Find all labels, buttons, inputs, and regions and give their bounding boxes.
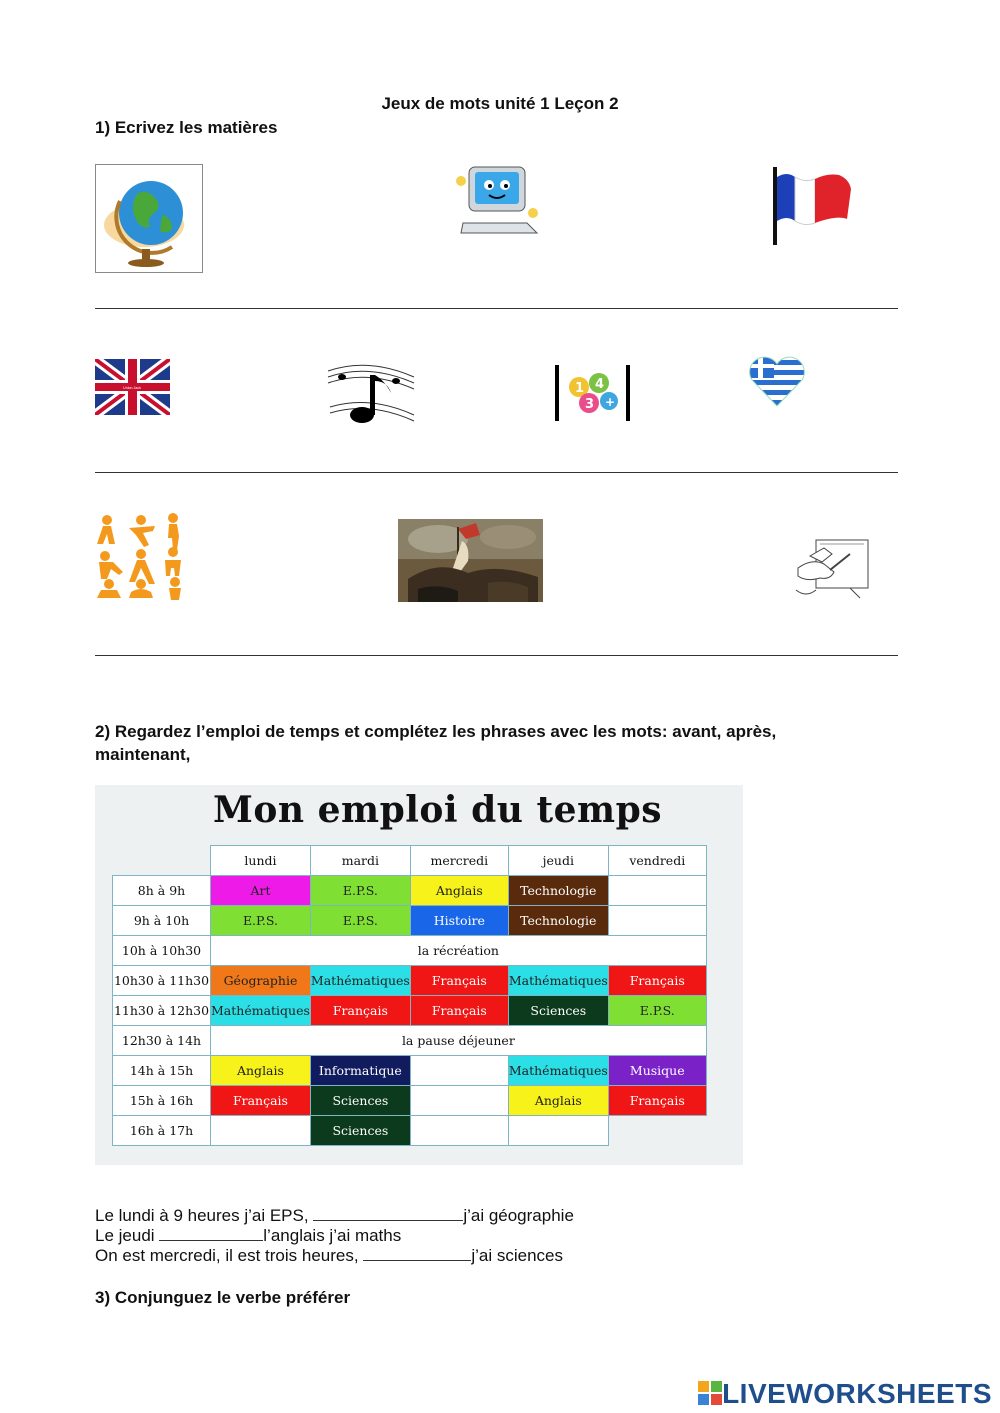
liveworksheets-brand[interactable]: LIVEWORKSHEETS	[722, 1378, 992, 1409]
time-slot: 10h30 à 11h30	[113, 966, 211, 996]
sentence-1-start: Le lundi à 9 heures j’ai EPS,	[95, 1206, 314, 1225]
subject-cell: Mathématiques	[211, 996, 311, 1026]
time-slot: 8h à 9h	[113, 876, 211, 906]
timetable-row	[113, 1116, 707, 1146]
timetable-row	[113, 1056, 707, 1086]
break-cell: la pause déjeuner	[211, 1026, 707, 1056]
subject-cell: Anglais	[211, 1056, 311, 1086]
svg-text:+: +	[605, 395, 616, 409]
sentence-3-start: On est mercredi, il est trois heures,	[95, 1246, 364, 1265]
history-painting-icon	[398, 519, 543, 602]
sentence-2-blank[interactable]	[159, 1226, 263, 1241]
subject-cell: Sciences	[310, 1086, 410, 1116]
subject-cell: Anglais	[508, 1086, 608, 1116]
subject-cell: Français	[410, 996, 508, 1026]
worksheet-title: Jeux de mots unité 1 Leçon 2	[381, 94, 619, 113]
uk-flag-caption: Union Jack	[123, 386, 141, 390]
timetable-row	[113, 966, 707, 996]
french-flag-icon	[767, 163, 857, 247]
subject-cell: Histoire	[410, 906, 508, 936]
timetable	[112, 845, 707, 1146]
subject-cell: Musique	[608, 1056, 706, 1086]
subject-cell	[608, 876, 706, 906]
timetable-row	[113, 1026, 707, 1056]
subject-cell: Informatique	[310, 1056, 410, 1086]
answer-line-3[interactable]	[95, 655, 898, 656]
subject-cell: Français	[310, 996, 410, 1026]
subject-cell: Art	[211, 876, 311, 906]
break-cell: la récréation	[211, 936, 707, 966]
timetable-corner	[113, 846, 211, 876]
timetable-row	[113, 906, 707, 936]
sentence-2	[95, 1226, 574, 1246]
subject-cell: Géographie	[211, 966, 311, 996]
globe-icon	[95, 164, 203, 273]
section3-heading: 3) Conjunguez le verbe préférer	[95, 1288, 351, 1307]
subject-cell: E.P.S.	[310, 876, 410, 906]
time-slot: 10h à 10h30	[113, 936, 211, 966]
answer-line-1[interactable]	[95, 308, 898, 309]
timetable-row	[113, 996, 707, 1026]
empty-cell	[608, 1116, 706, 1146]
sentence-3-blank[interactable]	[363, 1246, 471, 1261]
subject-cell: Technologie	[508, 906, 608, 936]
subject-cell	[410, 1086, 508, 1116]
subject-cell: Mathématiques	[508, 1056, 608, 1086]
section1-heading: 1) Ecrivez les matières	[95, 118, 278, 137]
svg-text:4: 4	[595, 377, 605, 392]
subject-cell	[608, 906, 706, 936]
fill-in-sentences	[95, 1206, 574, 1266]
subject-cell: Mathématiques	[310, 966, 410, 996]
subject-cell: Sciences	[508, 996, 608, 1026]
time-slot: 11h30 à 12h30	[113, 996, 211, 1026]
time-slot: 15h à 16h	[113, 1086, 211, 1116]
subject-cell: Mathématiques	[508, 966, 608, 996]
time-slot: 12h30 à 14h	[113, 1026, 211, 1056]
svg-text:3: 3	[585, 397, 595, 412]
computer-icon	[455, 163, 545, 239]
liveworksheets-logo-icon	[698, 1381, 722, 1405]
subject-cell: Anglais	[410, 876, 508, 906]
subject-cell	[508, 1116, 608, 1146]
timetable-row	[113, 876, 707, 906]
uk-flag-icon	[95, 359, 170, 415]
subject-cell: Français	[608, 966, 706, 996]
time-slot: 9h à 10h	[113, 906, 211, 936]
section2-heading	[95, 720, 776, 766]
subject-cell: E.P.S.	[608, 996, 706, 1026]
timetable-header-row	[113, 846, 707, 876]
time-slot: 16h à 17h	[113, 1116, 211, 1146]
drawing-hand-icon	[790, 530, 875, 602]
sentence-1	[95, 1206, 574, 1226]
time-slot: 14h à 15h	[113, 1056, 211, 1086]
day-header-0: lundi	[211, 846, 311, 876]
timetable-row	[113, 936, 707, 966]
sentence-2-end: l’anglais j’ai maths	[263, 1226, 402, 1245]
subject-cell: E.P.S.	[310, 906, 410, 936]
yoga-poses-icon	[95, 512, 185, 600]
sentence-1-end: j’ai géographie	[463, 1206, 574, 1225]
subject-cell: Technologie	[508, 876, 608, 906]
day-header-2: mercredi	[410, 846, 508, 876]
day-header-3: jeudi	[508, 846, 608, 876]
subject-cell	[410, 1056, 508, 1086]
subject-cell	[211, 1116, 311, 1146]
timetable-title: Mon emploi du temps	[213, 789, 663, 831]
subject-cell: Français	[211, 1086, 311, 1116]
subject-cell: Français	[608, 1086, 706, 1116]
sentence-2-start: Le jeudi	[95, 1226, 160, 1245]
timetable-image	[95, 785, 743, 1165]
section2-heading-line1: 2) Regardez l’emploi de temps et complétez les phrases avec les mots: avant, après,	[95, 722, 777, 741]
sentence-3-end: j’ai sciences	[471, 1246, 563, 1265]
sentence-1-blank[interactable]	[313, 1206, 463, 1221]
subject-cell: Français	[410, 966, 508, 996]
svg-text:1: 1	[575, 381, 585, 396]
timetable-row	[113, 1086, 707, 1116]
sentence-3	[95, 1246, 574, 1266]
subject-cell: E.P.S.	[211, 906, 311, 936]
section2-heading-line2: maintenant,	[95, 745, 191, 764]
day-header-1: mardi	[310, 846, 410, 876]
day-header-4: vendredi	[608, 846, 706, 876]
music-notes-icon	[326, 357, 418, 435]
greek-heart-icon	[748, 354, 806, 409]
math-numbers-icon	[555, 365, 630, 421]
subject-cell: Sciences	[310, 1116, 410, 1146]
subject-cell	[410, 1116, 508, 1146]
answer-line-2[interactable]	[95, 472, 898, 473]
